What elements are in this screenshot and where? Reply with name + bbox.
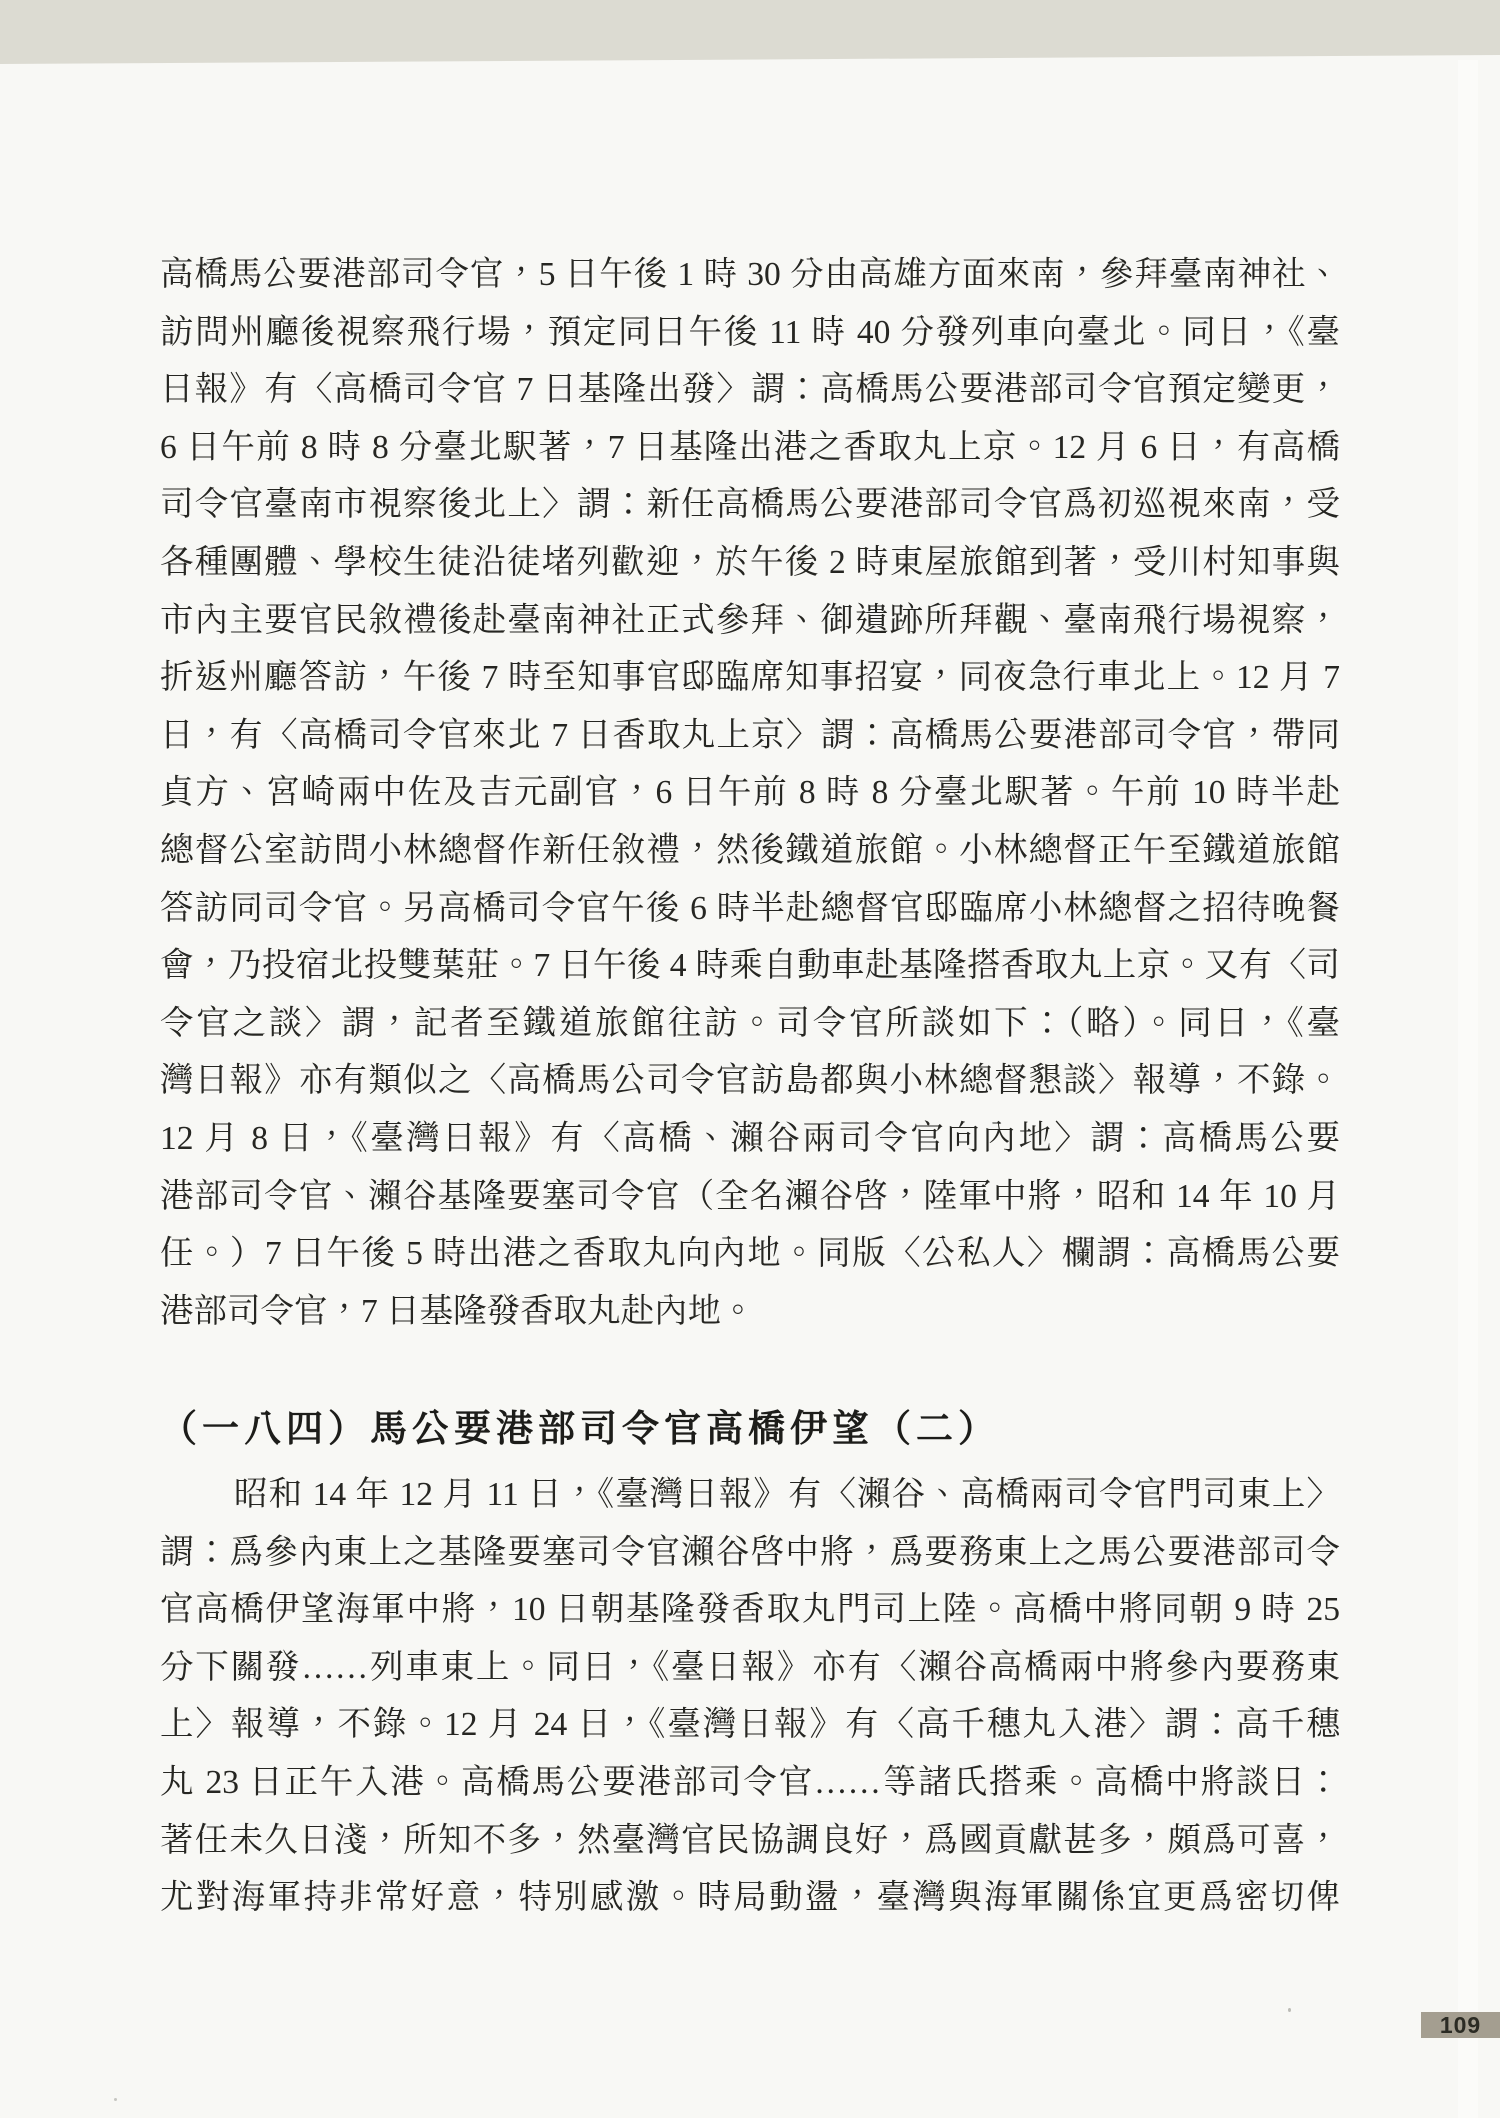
text-line: 丸 23 日正午入港。高橋馬公要港部司令官……等諸氏搭乘。高橋中將談日：	[160, 1763, 1340, 1801]
text-line: 令官之談〉謂，記者至鐵道旅館往訪。司令官所談如下：（略）。同日，《臺	[160, 1004, 1340, 1042]
text-line: 總督公室訪問小林總督作新任敘禮，然後鐵道旅館。小林總督正午至鐵道旅館	[160, 831, 1340, 869]
text-line: 高橋馬公要港部司令官，5 日午後 1 時 30 分由高雄方面來南，參拜臺南神社、	[160, 256, 1340, 293]
text-line: 昭和 14 年 12 月 11 日，《臺灣日報》有〈瀨谷、高橋兩司令官門司東上〉	[234, 1476, 1340, 1513]
text-line: 12 月 8 日，《臺灣日報》有〈高橋、瀨谷兩司令官向內地〉謂：高橋馬公要	[160, 1119, 1340, 1157]
text-line: 訪問州廳後視察飛行場，預定同日午後 11 時 40 分發列車向臺北。同日，《臺	[160, 313, 1340, 351]
text-line: 著任未久日淺，所知不多，然臺灣官民協調良好，爲國貢獻甚多，頗爲可喜，	[160, 1821, 1340, 1859]
text-line: 日，有〈高橋司令官來北 7 日香取丸上京〉謂：高橋馬公要港部司令官，帶同	[160, 716, 1340, 754]
text-line: 貞方、宮崎兩中佐及吉元副官，6 日午前 8 時 8 分臺北駅著。午前 10 時半赴	[160, 774, 1340, 812]
scan-light-artifact	[1458, 60, 1478, 2118]
section-heading: （一八四）馬公要港部司令官高橋伊望（二）	[160, 1409, 1000, 1450]
dust-speck	[1288, 2008, 1291, 2012]
text-line: 會，乃投宿北投雙葉莊。7 日午後 4 時乘自動車赴基隆搭香取丸上京。又有〈司	[160, 947, 1340, 985]
page-number: 109	[1439, 2011, 1482, 2038]
text-line: 答訪同司令官。另高橋司令官午後 6 時半赴總督官邸臨席小林總督之招待晚餐	[160, 889, 1340, 927]
paragraph-1	[160, 246, 1340, 1340]
text-line: 上〉報導，不錄。12 月 24 日，《臺灣日報》有〈高千穗丸入港〉謂：高千穗	[160, 1706, 1340, 1744]
text-line: 市內主要官民敘禮後赴臺南神社正式參拜、御遺跡所拜觀、臺南飛行場視察，	[160, 601, 1340, 639]
text-line: 灣日報》亦有類似之〈高橋馬公司令官訪島都與小林總督懇談〉報導，不錄。	[160, 1062, 1340, 1100]
text-line: 各種團體、學校生徒沿徒堵列歡迎，於午後 2 時東屋旅館到著，受川村知事與	[160, 543, 1340, 581]
text-line: 6 日午前 8 時 8 分臺北駅著，7 日基隆出港之香取丸上京。12 月 6 日，有高橋	[160, 428, 1340, 466]
text-line: 任。）7 日午後 5 時出港之香取丸向內地。同版〈公私人〉欄謂：高橋馬公要	[160, 1235, 1340, 1273]
text-line: 司令官臺南市視察後北上〉謂：新任高橋馬公要港部司令官爲初巡視來南，受	[160, 486, 1340, 524]
text-line: 折返州廳答訪，午後 7 時至知事官邸臨席知事招宴，同夜急行車北上。12 月 7	[160, 659, 1340, 697]
text-line: 分下關發……列車東上。同日，《臺日報》亦有〈瀨谷高橋兩中將參內要務東	[160, 1648, 1340, 1686]
text-line: 謂：爲參內東上之基隆要塞司令官瀨谷啓中將，爲要務東上之馬公要港部司令	[160, 1533, 1340, 1571]
text-line: 港部司令官、瀨谷基隆要塞司令官（全名瀨谷啓，陸軍中將，昭和 14 年 10 月	[160, 1177, 1340, 1215]
paragraph-2	[160, 1466, 1340, 1927]
dust-speck	[114, 2098, 117, 2101]
text-line: 港部司令官，7 日基隆發香取丸赴內地。	[160, 1292, 755, 1330]
text-line: 官高橋伊望海軍中將，10 日朝基隆發香取丸門司上陸。高橋中將同朝 9 時 25	[160, 1591, 1340, 1629]
text-line: 尤對海軍持非常好意，特別感激。時局動盪，臺灣與海軍關係宜更爲密切俾	[160, 1879, 1340, 1917]
text-line: 日報》有〈高橋司令官 7 日基隆出發〉謂：高橋馬公要港部司令官預定變更，	[160, 371, 1340, 409]
page-number-badge	[1421, 2012, 1500, 2038]
scan-edge-band	[0, 0, 1500, 64]
